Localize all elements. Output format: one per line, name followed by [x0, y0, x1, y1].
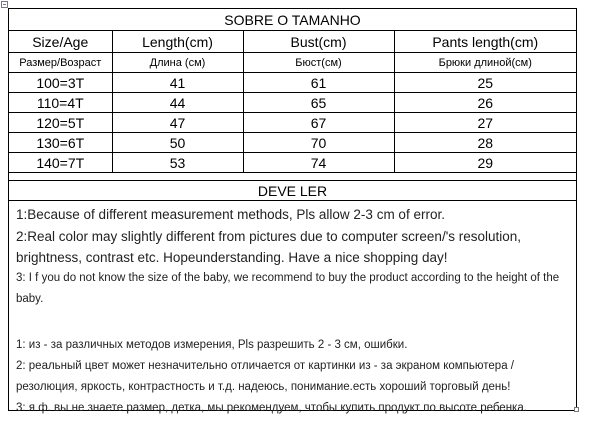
- table-row: [9, 153, 576, 173]
- note-en-3: 3: I f you do not know the size of the baby, we recommend to buy the product according to the height of the baby.: [16, 272, 560, 305]
- table-row: [9, 113, 576, 133]
- table-cell: 50: [112, 133, 243, 153]
- column-header: Length(cm): [112, 31, 243, 53]
- column-header: Size/Age: [9, 31, 112, 53]
- resize-handle-icon: [574, 407, 579, 412]
- table-cell: 67: [243, 113, 394, 133]
- table-cell: 41: [112, 73, 243, 93]
- note-en-1: 1:Because of different measurement methods, Pls allow 2-3 cm of error.: [16, 207, 445, 222]
- subheader-row: [9, 53, 576, 73]
- table-cell: 61: [243, 73, 394, 93]
- table-row: [9, 93, 576, 113]
- column-subheader: Длина (см): [112, 53, 243, 73]
- note-ru-4: 3: я ф. вы не знаете размер, детка, мы рекомендуем, чтобы купить продукт по высоте ребенка.: [16, 402, 527, 414]
- table-cell: 28: [394, 133, 576, 153]
- note-ru-3: резолюция, яркость, контрастность и т.д. надеюсь, понимание.есть хороший торговый день!: [16, 381, 511, 393]
- column-subheader: Бюст(см): [243, 53, 394, 73]
- table-cell: 47: [112, 113, 243, 133]
- table-cell: 70: [243, 133, 394, 153]
- table-cell: 53: [112, 153, 243, 173]
- sheet-corner-icon: [1, 1, 8, 8]
- note-en-2: 2:Real color may slightly different from pictures due to computer screen/'s resolution, brightness, contrast etc. Hopeunderstanding. Have a nice shopping day!: [16, 229, 522, 265]
- table-cell: 26: [394, 93, 576, 113]
- header-row: [9, 31, 576, 53]
- table-cell: 25: [394, 73, 576, 93]
- note-ru-2: 2: реальный цвет может незначительно отличается от картинки из - за экраном компьютера /: [16, 360, 514, 372]
- table-cell: 27: [394, 113, 576, 133]
- table-cell: 110=4T: [9, 93, 112, 113]
- table-row: [9, 73, 576, 93]
- column-subheader: Размер/Возраст: [9, 53, 112, 73]
- table-cell: 120=5T: [9, 113, 112, 133]
- column-header: Pants length(cm): [394, 31, 576, 53]
- table-cell: 74: [243, 153, 394, 173]
- notes-title: DEVE LER: [9, 180, 576, 201]
- table-cell: 65: [243, 93, 394, 113]
- table-cell: 29: [394, 153, 576, 173]
- column-subheader: Брюки длиной(см): [394, 53, 576, 73]
- size-chart-title: SOBRE O TAMANHO: [9, 9, 576, 31]
- size-chart-sheet: [8, 8, 577, 414]
- table-cell: 140=7T: [9, 153, 112, 173]
- note-ru-1: 1: из - за различных методов измерения, Pls разрешить 2 - 3 см, ошибки.: [16, 339, 408, 351]
- table-cell: 100=3T: [9, 73, 112, 93]
- size-table: [9, 31, 576, 173]
- table-row: [9, 133, 576, 153]
- table-cell: 44: [112, 93, 243, 113]
- column-header: Bust(cm): [243, 31, 394, 53]
- table-cell: 130=6T: [9, 133, 112, 153]
